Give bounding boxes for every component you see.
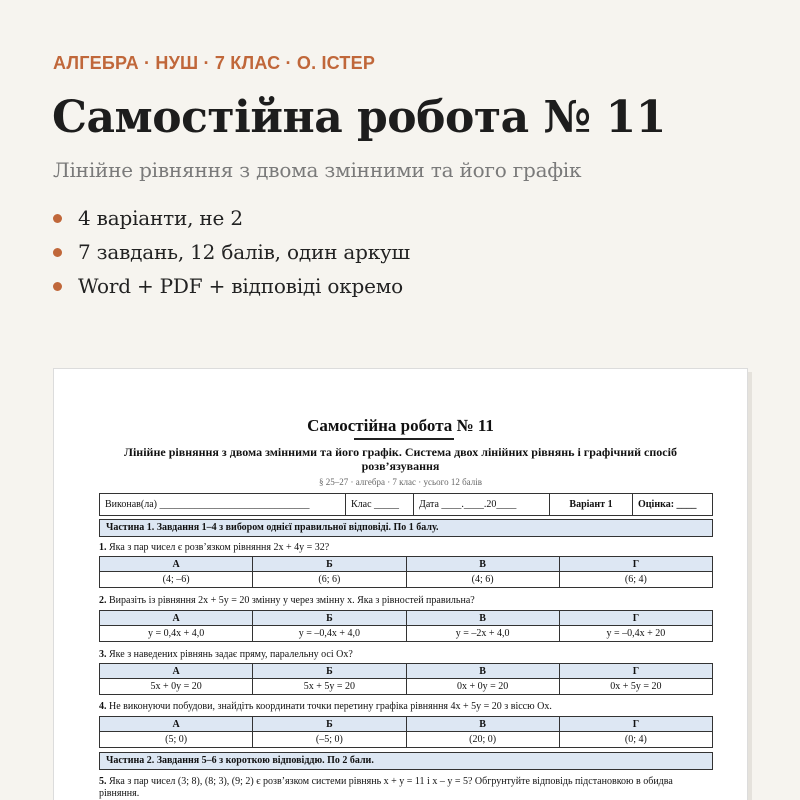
option-header: Б bbox=[253, 664, 406, 679]
question-text: Яка з пар чисел є розв’язком рівняння 2x + 4y = 32? bbox=[109, 542, 330, 553]
option-header: В bbox=[406, 664, 559, 679]
bullet-dot-icon bbox=[53, 248, 62, 257]
question-number: 1. bbox=[99, 542, 107, 553]
option-header: А bbox=[100, 611, 253, 626]
answer-option: (6; 4) bbox=[559, 572, 712, 588]
feature-text: 7 завдань, 12 балів, один аркуш bbox=[78, 240, 410, 264]
option-header: Б bbox=[253, 557, 406, 572]
option-header: В bbox=[406, 557, 559, 572]
question-5 bbox=[99, 776, 713, 800]
bullet-dot-icon bbox=[53, 282, 62, 291]
option-header: В bbox=[406, 611, 559, 626]
answer-option: y = –0,4x + 4,0 bbox=[253, 626, 406, 642]
question-4 bbox=[99, 701, 713, 713]
title-underline bbox=[354, 438, 454, 440]
student-info-table bbox=[99, 493, 713, 516]
bullet-dot-icon bbox=[53, 214, 62, 223]
worksheet-title: Самостійна робота № 11 bbox=[307, 416, 494, 435]
option-header: Б bbox=[253, 717, 406, 732]
option-header: В bbox=[406, 717, 559, 732]
answer-table-3 bbox=[99, 663, 713, 695]
question-3 bbox=[99, 649, 713, 661]
part2-header: Частина 2. Завдання 5–6 з короткою відповіддю. По 2 бали. bbox=[99, 752, 713, 770]
variant-label: Варіант 1 bbox=[550, 494, 633, 516]
eyebrow-label: АЛГЕБРА · НУШ · 7 КЛАС · О. ІСТЕР bbox=[53, 53, 376, 73]
answer-table-4 bbox=[99, 716, 713, 748]
feature-item bbox=[53, 201, 410, 235]
question-number: 5. bbox=[99, 776, 107, 787]
answer-option: 0x + 5y = 20 bbox=[559, 679, 712, 695]
answer-option: y = –0,4x + 20 bbox=[559, 626, 712, 642]
score-field: Оцінка: ____ bbox=[633, 494, 713, 516]
feature-item bbox=[53, 235, 410, 269]
question-text: Виразіть із рівняння 2x + 5y = 20 змінну y через змінну x. Яка з рівностей правильна? bbox=[109, 595, 475, 606]
part1-header: Частина 1. Завдання 1–4 з вибором однієї правильної відповіді. По 1 балу. bbox=[99, 519, 713, 537]
question-number: 4. bbox=[99, 701, 107, 712]
option-header: Г bbox=[559, 557, 712, 572]
date-field: Дата ____.____.20____ bbox=[414, 494, 550, 516]
answer-option: (–5; 0) bbox=[253, 732, 406, 748]
option-header: Г bbox=[559, 611, 712, 626]
option-header: А bbox=[100, 557, 253, 572]
feature-list bbox=[53, 201, 410, 303]
page-subtitle: Лінійне рівняння з двома змінними та його графік bbox=[53, 158, 582, 182]
name-field: Виконав(ла) ______________________________ bbox=[100, 494, 346, 516]
answer-table-1 bbox=[99, 556, 713, 588]
option-header: Б bbox=[253, 611, 406, 626]
question-text: Не виконуючи побудови, знайдіть координати точки перетину графіка рівняння 4x + 5y = 20 з віссю Ox. bbox=[109, 701, 552, 712]
answer-option: 5x + 0y = 20 bbox=[100, 679, 253, 695]
feature-item bbox=[53, 269, 410, 303]
option-header: Г bbox=[559, 664, 712, 679]
worksheet-meta: § 25–27 · алгебра · 7 клас · усього 12 балів bbox=[318, 477, 482, 487]
question-number: 2. bbox=[99, 595, 107, 606]
answer-option: (4; 6) bbox=[406, 572, 559, 588]
page-title: Самостійна робота № 11 bbox=[52, 92, 666, 143]
answer-table-2 bbox=[99, 610, 713, 642]
question-text: Яка з пар чисел (3; 8), (8; 3), (9; 2) є розв’язком системи рівнянь x + y = 11 і x – y = 5? Обгрунтуйте відповідь підстановкою в обидва рівняння. bbox=[99, 776, 673, 799]
answer-option: (4; –6) bbox=[100, 572, 253, 588]
answer-option: y = 0,4x + 4,0 bbox=[100, 626, 253, 642]
answer-option: (0; 4) bbox=[559, 732, 712, 748]
answer-option: 0x + 0y = 20 bbox=[406, 679, 559, 695]
feature-text: 4 варіанти, не 2 bbox=[78, 206, 243, 230]
answer-option: 5x + 5y = 20 bbox=[253, 679, 406, 695]
answer-option: (20; 0) bbox=[406, 732, 559, 748]
worksheet-subtitle: Лінійне рівняння з двома змінними та його графік. Система двох лінійних рівнянь і графічний спосіб розв’язування bbox=[124, 445, 677, 473]
class-field: Клас _____ bbox=[346, 494, 414, 516]
feature-text: Word + PDF + відповіді окремо bbox=[78, 274, 403, 298]
question-number: 3. bbox=[99, 649, 107, 660]
question-1 bbox=[99, 542, 713, 554]
question-text: Яке з наведених рівнянь задає пряму, паралельну осі Ox? bbox=[109, 649, 353, 660]
worksheet-preview bbox=[53, 368, 748, 800]
answer-option: (6; 6) bbox=[253, 572, 406, 588]
question-2 bbox=[99, 595, 713, 607]
option-header: А bbox=[100, 664, 253, 679]
answer-option: (5; 0) bbox=[100, 732, 253, 748]
option-header: Г bbox=[559, 717, 712, 732]
answer-option: y = –2x + 4,0 bbox=[406, 626, 559, 642]
option-header: А bbox=[100, 717, 253, 732]
